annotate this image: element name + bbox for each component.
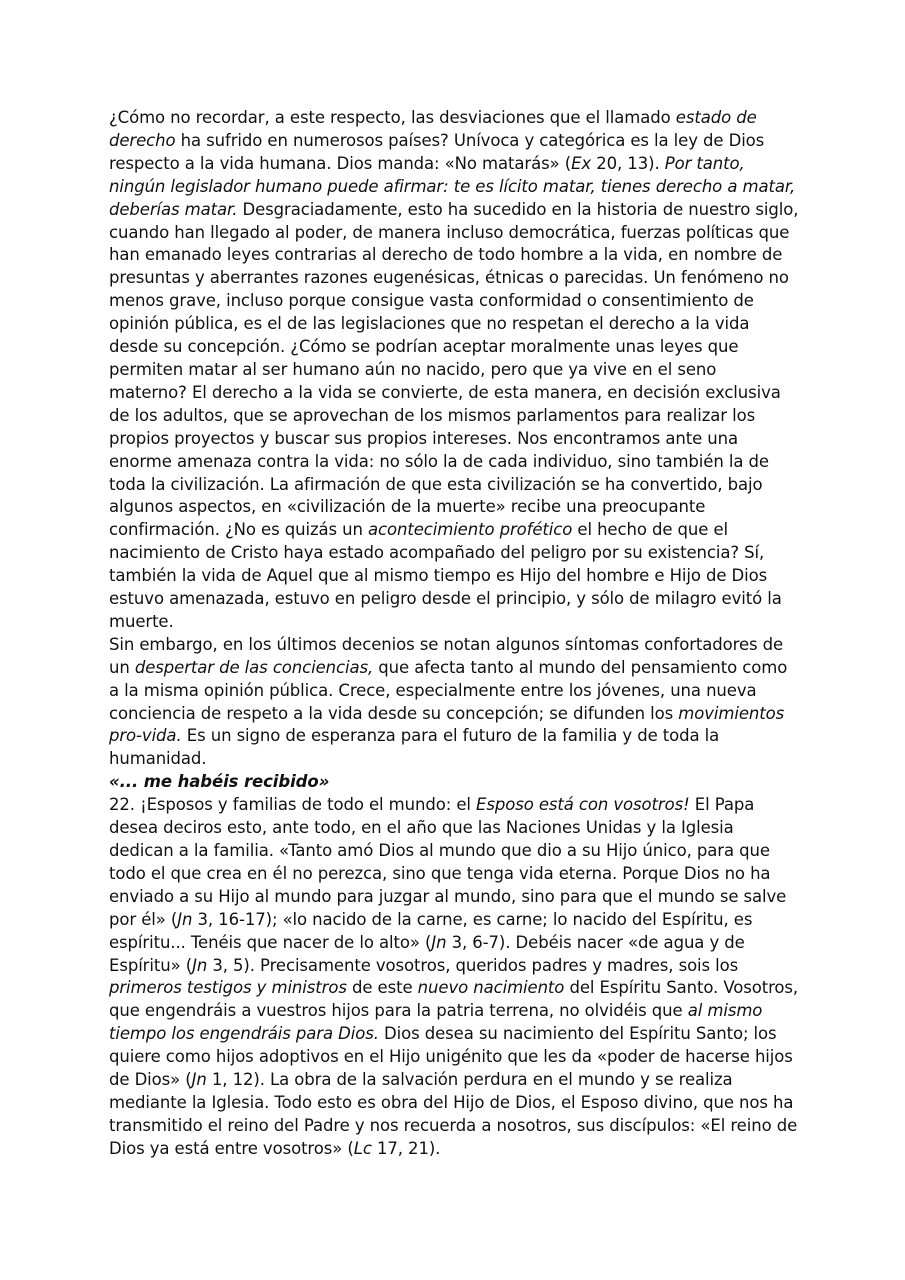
paragraph-legal-deviations [109,107,799,634]
text-run: 3, 6-7). Debéis nacer «de agua y de Espíritu» ( [109,932,745,975]
text-run: 1, 12). La obra de la salvación perdura en el mundo y se realiza mediante la Iglesia. Todo esto es obra del Hijo de Dios, el Esposo divino, que nos ha transmitido el reino del Padre y nos recuerda a nosotros, sus discípulos: «El reino de Dios ya está entre vosotros» ( [109,1070,798,1158]
italic-run: primeros testigos y ministros [109,978,347,998]
text-run: que afecta tanto al mundo del pensamiento como a la misma opinión pública. Crece, especialmente entre los jóvenes, una nueva conciencia de respeto a la vida desde su concepción; se difunden los [109,657,788,723]
italic-run: despertar de las conciencias, [134,657,374,677]
italic-run: Esposo está con vosotros! [476,795,690,815]
text-run: Desgraciadamente, esto ha sucedido en la historia de nuestro siglo, cuando han llegado al poder, de manera incluso democrática, fuerzas políticas que han emanado leyes contrarias al derecho de todo hombre a la vida, en nombre de presuntas y aberrantes razones eugenésicas, étnicas o parecidas. Un fenómeno no menos grave, incluso porque consigue vasta conformidad o consentimiento de opinión pública, es el de las legislaciones que no respetan el derecho a la vida desde su concepción. ¿Cómo se podrían aceptar moralmente unas leyes que permiten matar al ser humano aún no nacido, pero que ya vive en el seno materno? El derecho a la vida se convierte, de esta manera, en decisión exclusiva de los adultos, que se aprovechan de los mismos parlamentos para realizar los propios proyectos y buscar sus propios intereses. Nos encontramos ante una enorme amenaza contra la vida: no sólo la de cada individuo, sino también la de toda la civilización. La afirmación de que esta civilización se ha convertido, bajo algunos aspectos, en «civilización de la muerte» recibe una preocupante confirmación. ¿No es quizás un [109,199,799,540]
paragraph-awakening-consciences [109,634,799,771]
italic-run: acontecimiento profético [368,520,573,540]
italic-run: Lc [353,1138,372,1158]
document-body [109,107,799,1161]
italic-run: estado de derecho [109,108,757,150]
italic-run: al mismo tiempo los engendráis para Dios. [109,1001,763,1044]
italic-run: Por tanto, ningún legislador humano puede afirmar: te es lícito matar, tienes derecho a matar, deberías matar. [109,153,796,219]
italic-run: nuevo nacimiento [417,978,565,998]
text-run: Es un signo de esperanza para el futuro de la familia y de toda la humanidad. [109,726,720,769]
text-run: ha sufrido en numerosos países? Unívoca y categórica es la ley de Dios respecto a la vida humana. Dios manda: «No matarás» ( [109,130,765,173]
text-run: el hecho de que el nacimiento de Cristo haya estado acompañado del peligro por su existencia? Sí, también la vida de Aquel que al mismo tiempo es Hijo del hombre e Hijo de Dios estuvo amenazada, estuvo en peligro desde el principio, y sólo de milagro evitó la muerte. [109,520,782,631]
section-heading: «... me habéis recibido» [109,772,330,792]
italic-run: Ex [571,153,592,173]
text-run: 3, 5). Precisamente vosotros, queridos padres y madres, sois los [207,955,739,975]
italic-run: Jn [431,932,447,952]
italic-run: Jn [192,955,208,975]
text-run: Dios desea su nacimiento del Espíritu Santo; los quiere como hijos adoptivos en el Hijo unigénito que les da «poder de hacerse hijos de Dios» ( [109,1024,793,1090]
text-run: ¿Cómo no recordar, a este respecto, las desviaciones que el llamado [109,108,676,127]
italic-run: Jn [191,1070,207,1090]
text-run: 3, 16-17); «lo nacido de la carne, es carne; lo nacido del Espíritu, es espíritu... Tenéis que nacer de lo alto» ( [109,909,753,952]
text-run: 22. ¡Esposos y familias de todo el mundo: el [109,795,477,815]
text-run: del Espíritu Santo. Vosotros, que engendráis a vuestros hijos para la patria terrena, no olvidéis que [109,978,799,1021]
text-run: de este [346,978,418,998]
text-run: 17, 21). [371,1138,441,1158]
text-run: Sin embargo, en los últimos decenios se notan algunos síntomas confortadores de un [109,634,784,677]
text-run: 20, 13). [591,153,665,173]
italic-run: Jn [177,909,193,929]
italic-run: movimientos pro-vida. [109,703,785,746]
text-run: El Papa desea deciros esto, ante todo, en el año que las Naciones Unidas y la Iglesia dedican a la familia. «Tanto amó Dios al mundo que dio a su Hijo único, para que todo el que crea en él no perezca, sino que tenga vida eterna. Porque Dios no ha enviado a su Hijo al mundo para juzgar al mundo, sino para que el mundo se salve por él» ( [109,795,787,929]
paragraph-22-spouses-families [109,794,799,1161]
